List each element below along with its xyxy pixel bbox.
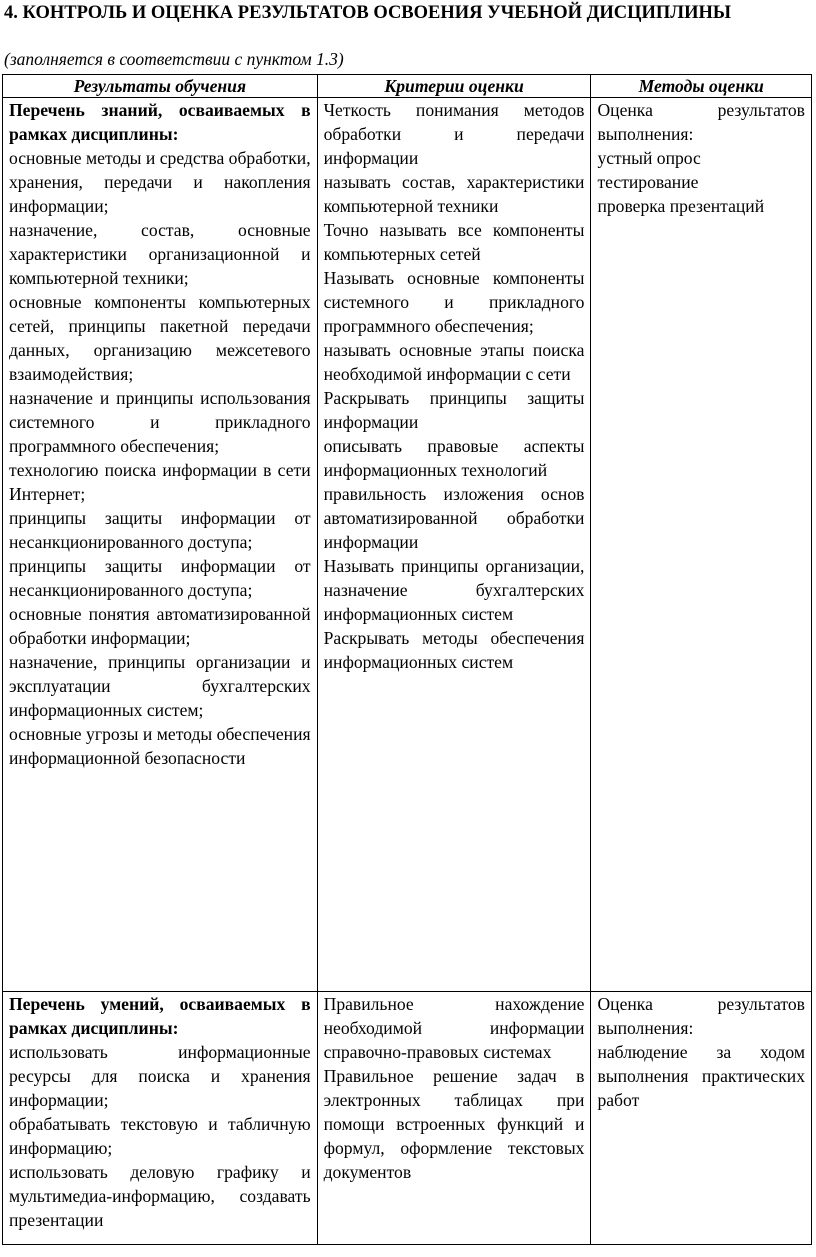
criteria-item: называть состав, характеристики компьютерной техники [323,172,585,216]
criteria-item: Правильное нахождение необходимой информации справочно-правовых системах [323,994,585,1062]
table-row [3,992,812,1245]
results-item: назначение, состав, основные характеристики организационной и компьютерной техники; [9,220,311,288]
methods-item: Оценка результатов выполнения: [597,994,805,1038]
results-item: использовать деловую графику и мультимедиа-информацию, создавать презентации [9,1162,311,1230]
section-heading: 4. КОНТРОЛЬ И ОЦЕНКА РЕЗУЛЬТАТОВ ОСВОЕНИЯ УЧЕБНОЙ ДИСЦИПЛИНЫ [4,3,732,23]
methods-item: наблюдение за ходом выполнения практических работ [597,1042,805,1110]
assessment-table [2,74,812,1245]
criteria-item: Точно называть все компоненты компьютерных сетей [323,220,585,264]
methods-item: проверка презентаций [597,196,765,216]
methods-item: Оценка результатов выполнения: [597,100,805,144]
criteria-item: Называть принципы организации, назначение бухгалтерских информационных систем [323,556,585,624]
criteria-cell-knowledge [317,98,591,992]
criteria-item: Раскрывать методы обеспечения информационных систем [323,628,585,672]
table-header-row [3,75,812,98]
results-item: обрабатывать текстовую и табличную информацию; [9,1114,311,1158]
results-item: основные компоненты компьютерных сетей, принципы пакетной передачи данных, организацию межсетевого взаимодействия; [9,292,311,384]
criteria-item: описывать правовые аспекты информационных технологий [323,436,585,480]
results-item: назначение и принципы использования системного и прикладного программного обеспечения; [9,388,311,456]
criteria-item: Называть основные компоненты системного и прикладного программного обеспечения; [323,268,585,336]
criteria-item: правильность изложения основ автоматизированной обработки информации [323,484,585,552]
methods-item: устный опрос [597,148,701,168]
section-subheading: (заполняется в соответствии с пунктом 1.3) [4,49,344,69]
methods-item: тестирование [597,172,699,192]
results-cell-skills [3,992,318,1245]
methods-cell-skills [591,992,812,1245]
criteria-item: Четкость понимания методов обработки и передачи информации [323,100,585,168]
results-title-knowledge: Перечень знаний, осваиваемых в рамках дисциплины: [9,100,311,144]
criteria-item: Правильное решение задач в электронных таблицах при помощи встроенных функций и формул, оформление текстовых документов [323,1066,585,1182]
criteria-item: Раскрывать принципы защиты информации [323,388,585,432]
results-title-skills: Перечень умений, осваиваемых в рамках дисциплины: [9,994,311,1038]
results-item: принципы защиты информации от несанкционированного доступа; [9,556,311,600]
methods-cell-knowledge [591,98,812,992]
results-item: основные понятия автоматизированной обработки информации; [9,604,311,648]
header-results: Результаты обучения [3,75,318,98]
results-cell-knowledge [3,98,318,992]
results-item: основные угрозы и методы обеспечения информационной безопасности [9,724,311,768]
results-item: принципы защиты информации от несанкционированного доступа; [9,508,311,552]
results-item: назначение, принципы организации и эксплуатации бухгалтерских информационных систем; [9,652,311,720]
header-criteria: Критерии оценки [317,75,591,98]
criteria-item: называть основные этапы поиска необходимой информации с сети [323,340,585,384]
criteria-cell-skills [317,992,591,1245]
results-item: технологию поиска информации в сети Интернет; [9,460,311,504]
results-item: использовать информационные ресурсы для поиска и хранения информации; [9,1042,311,1110]
results-item: основные методы и средства обработки, хранения, передачи и накопления информации; [9,148,311,216]
header-methods: Методы оценки [591,75,812,98]
table-row [3,98,812,992]
